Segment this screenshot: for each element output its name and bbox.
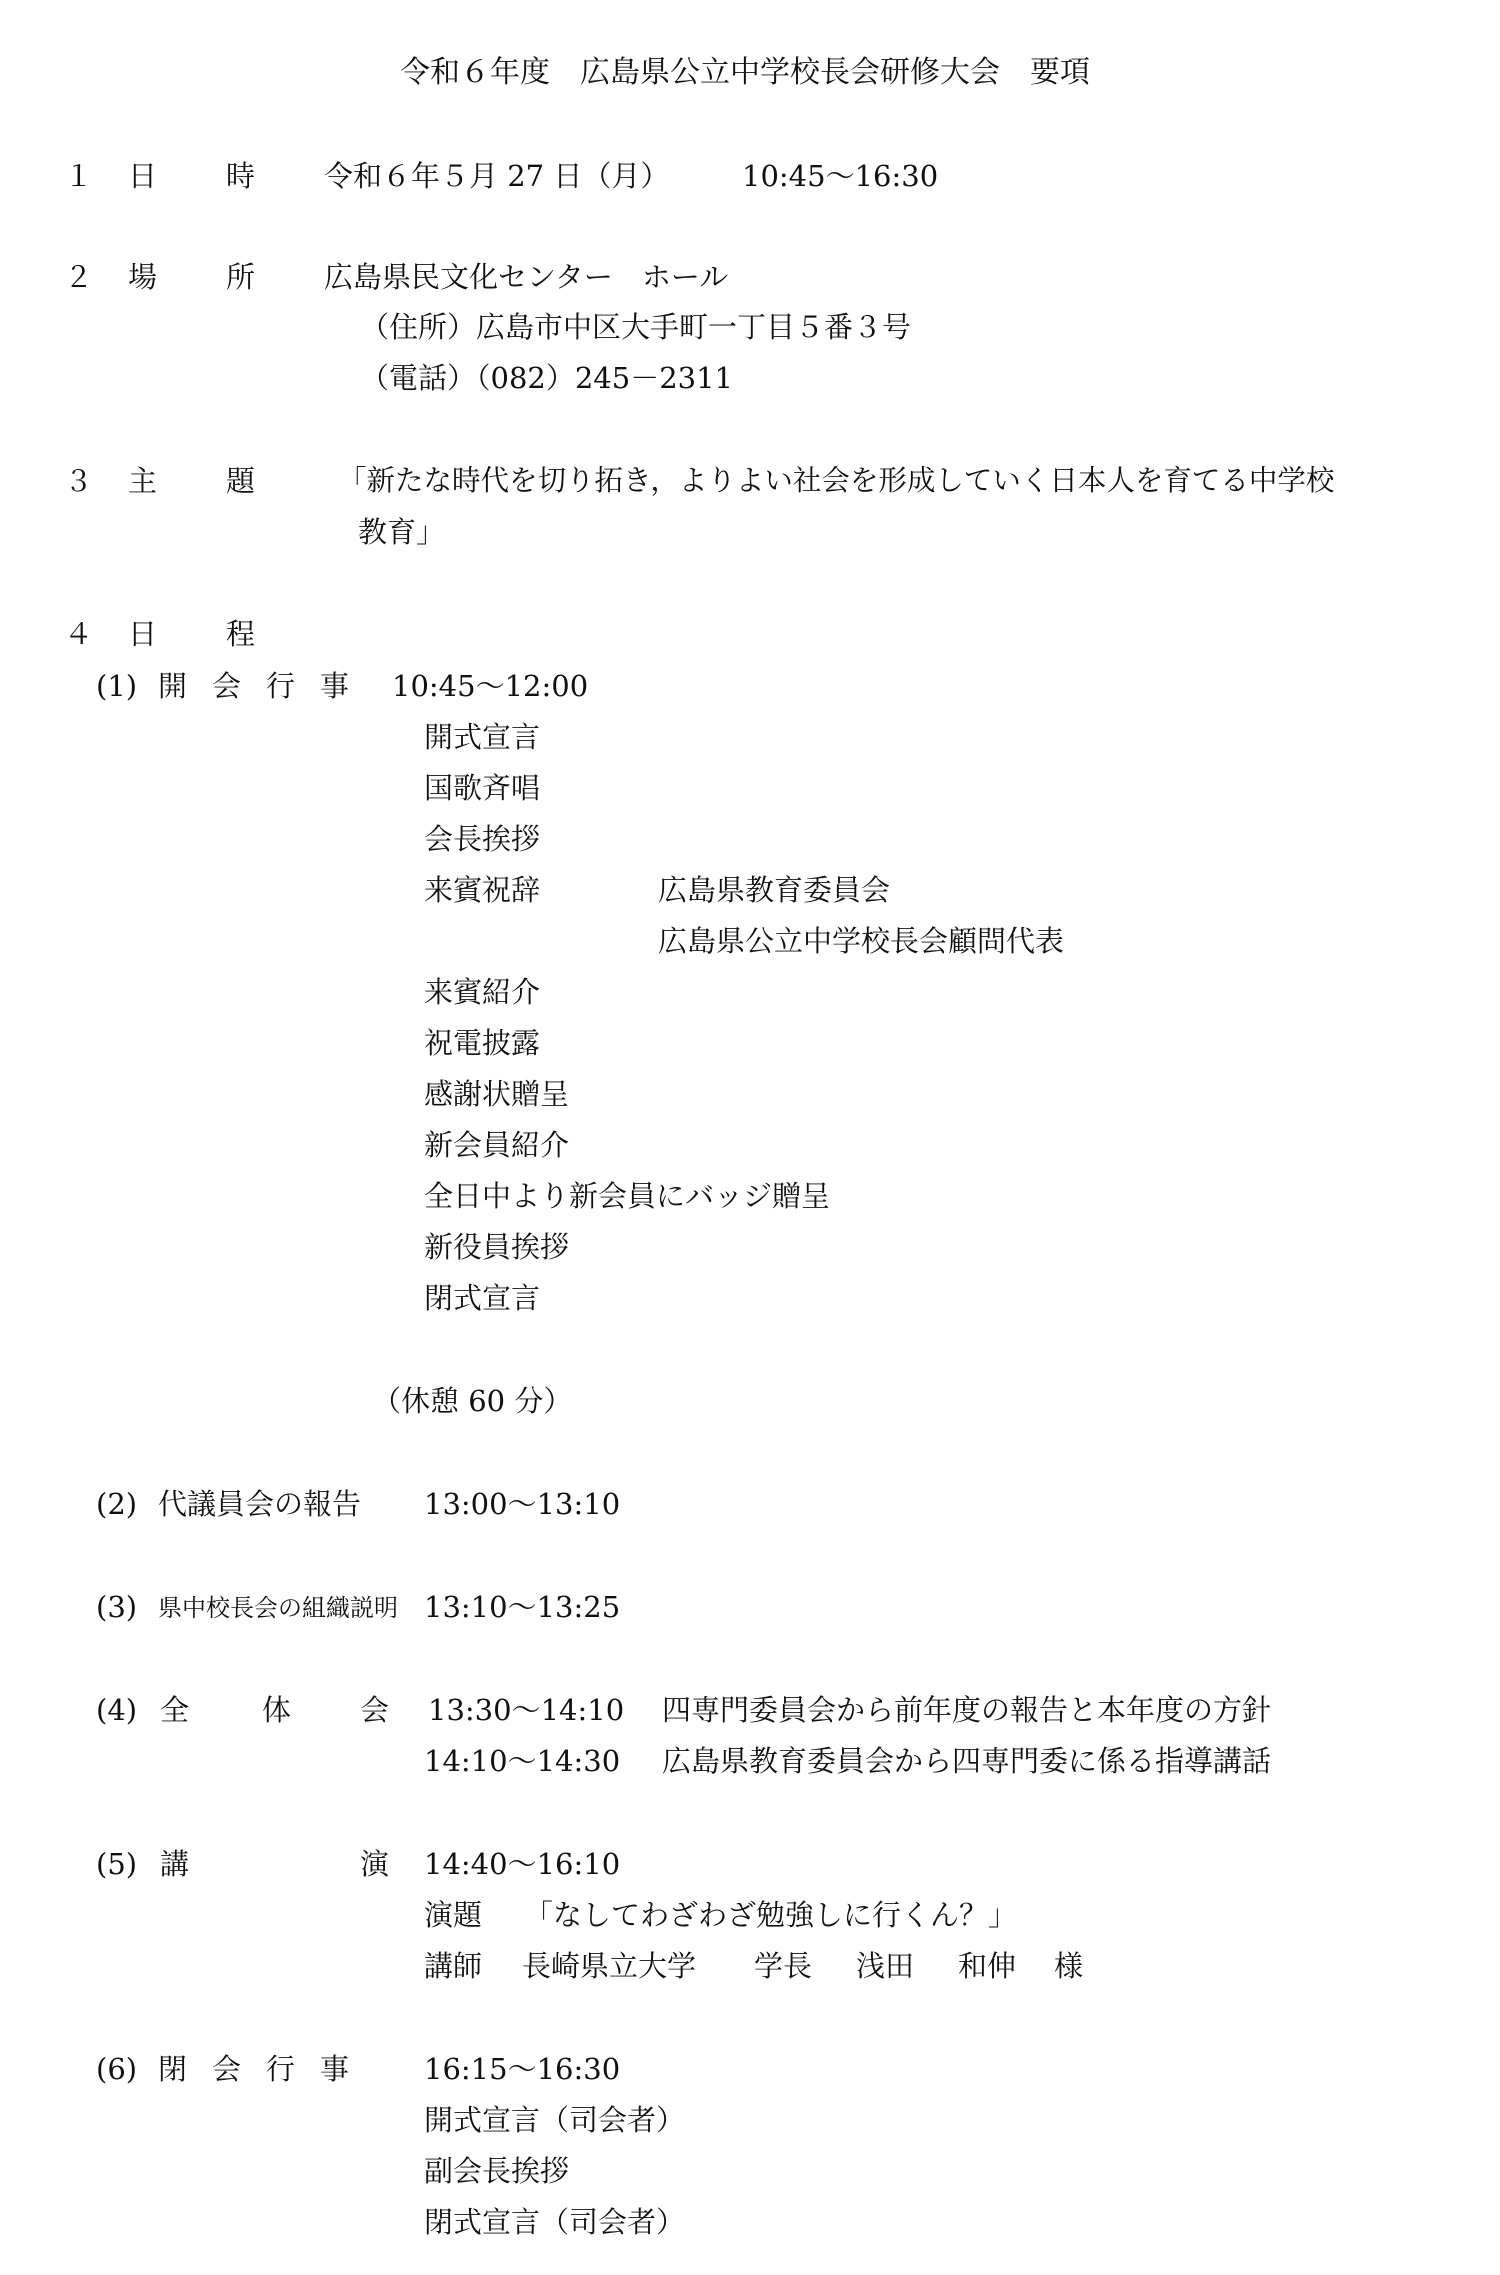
section-label-char: 場 — [128, 260, 158, 294]
item-number: (6) — [96, 2052, 138, 2086]
theme-text: 「新たな時代を切り拓き，よりよい社会を形成していく日本人を育てる中学校 — [338, 464, 1335, 497]
item-number: (3) — [96, 1590, 138, 1624]
item-time: 13:30〜14:10 — [428, 1693, 625, 1727]
program-entry: 国歌斉唱 — [424, 771, 541, 805]
program-entry: 来賓紹介 — [424, 975, 541, 1009]
item-name: 県中校長会の組織説明 — [158, 1594, 398, 1622]
item-name-char: 会 — [212, 669, 242, 703]
item-name-char: 閉 — [158, 2052, 188, 2086]
item-number: (5) — [96, 1847, 138, 1881]
theme-text-continued: 教育」 — [358, 515, 446, 549]
venue-address: （住所）広島市中区大手町一丁目５番３号 — [360, 310, 912, 344]
item-name-char: 行 — [266, 2052, 296, 2086]
item-number: (2) — [96, 1487, 138, 1521]
section-label-char: 程 — [226, 617, 256, 651]
item-name-char: 開 — [158, 669, 188, 703]
program-entry: 会長挨拶 — [424, 822, 541, 856]
section-label-char: 主 — [128, 464, 158, 498]
item-time: 16:15〜16:30 — [424, 2052, 621, 2086]
item-name-char: 事 — [320, 2052, 350, 2086]
item-time: 14:10〜14:30 — [424, 1744, 621, 1778]
item-name-char: 会 — [360, 1693, 390, 1727]
item-name-char: 講 — [160, 1847, 190, 1881]
section-number: ３ — [64, 464, 94, 498]
item-time: 13:10〜13:25 — [424, 1590, 621, 1624]
program-entry: 新会員紹介 — [424, 1128, 570, 1162]
lecturer-title: 学長 — [754, 1949, 813, 1983]
section-number: １ — [64, 159, 94, 193]
venue-phone: （電話）（082）245－2311 — [360, 361, 734, 395]
item-time: 13:00〜13:10 — [424, 1487, 621, 1521]
item-description: 広島県教育委員会から四専門委に係る指導講話 — [662, 1744, 1272, 1778]
lecture-topic: 「なしてわざわざ勉強しに行くん？」 — [524, 1898, 1018, 1932]
item-name-char: 演 — [360, 1847, 390, 1881]
program-entry: 祝電披露 — [424, 1026, 541, 1060]
item-number: (4) — [96, 1693, 138, 1727]
item-name-char: 全 — [160, 1693, 190, 1727]
item-time: 10:45〜12:00 — [392, 669, 589, 703]
program-entry: 新役員挨拶 — [424, 1230, 570, 1264]
item-name-char: 事 — [320, 669, 350, 703]
program-entry: 副会長挨拶 — [424, 2154, 570, 2188]
event-time: 10:45〜16:30 — [742, 159, 939, 193]
program-entry: 閉式宣言 — [424, 1281, 541, 1315]
item-description: 四専門委員会から前年度の報告と本年度の方針 — [662, 1693, 1272, 1727]
lecturer-honorific: 様 — [1054, 1949, 1084, 1983]
lecturer-organization: 長崎県立大学 — [522, 1949, 697, 1983]
section-label-char: 時 — [226, 159, 256, 193]
section-label-char: 所 — [226, 260, 256, 294]
section-label-char: 日 — [128, 159, 158, 193]
program-entry: 開式宣言（司会者） — [424, 2103, 686, 2137]
section-number: ４ — [64, 617, 94, 651]
item-time: 14:40〜16:10 — [424, 1847, 621, 1881]
section-number: ２ — [64, 260, 94, 294]
break-note: （休憩 60 分） — [372, 1384, 573, 1418]
venue-name: 広島県民文化センター ホール — [324, 260, 729, 294]
lecturer-surname: 浅田 — [856, 1949, 915, 1983]
document-title: 令和６年度 広島県公立中学校長会研修大会 要項 — [400, 55, 1090, 90]
item-number: (1) — [96, 669, 138, 703]
item-name: 代議員会の報告 — [158, 1487, 362, 1521]
guest-speaker: 広島県公立中学校長会顧問代表 — [658, 924, 1065, 958]
lecturer-label: 講師 — [424, 1949, 483, 1983]
program-entry: 感謝状贈呈 — [424, 1077, 570, 1111]
program-entry: 来賓祝辞 — [424, 873, 541, 907]
lecturer-given-name: 和伸 — [958, 1949, 1017, 1983]
lecture-topic-label: 演題 — [424, 1898, 483, 1932]
guest-speaker: 広島県教育委員会 — [658, 873, 891, 907]
program-entry: 全日中より新会員にバッジ贈呈 — [424, 1179, 831, 1213]
program-entry: 開式宣言 — [424, 720, 541, 754]
item-name-char: 行 — [266, 669, 296, 703]
program-entry: 閉式宣言（司会者） — [424, 2205, 686, 2239]
item-name-char: 体 — [262, 1693, 292, 1727]
event-date: 令和６年５月 27 日（月） — [324, 159, 670, 193]
section-label-char: 日 — [128, 617, 158, 651]
section-label-char: 題 — [226, 464, 256, 498]
item-name-char: 会 — [212, 2052, 242, 2086]
